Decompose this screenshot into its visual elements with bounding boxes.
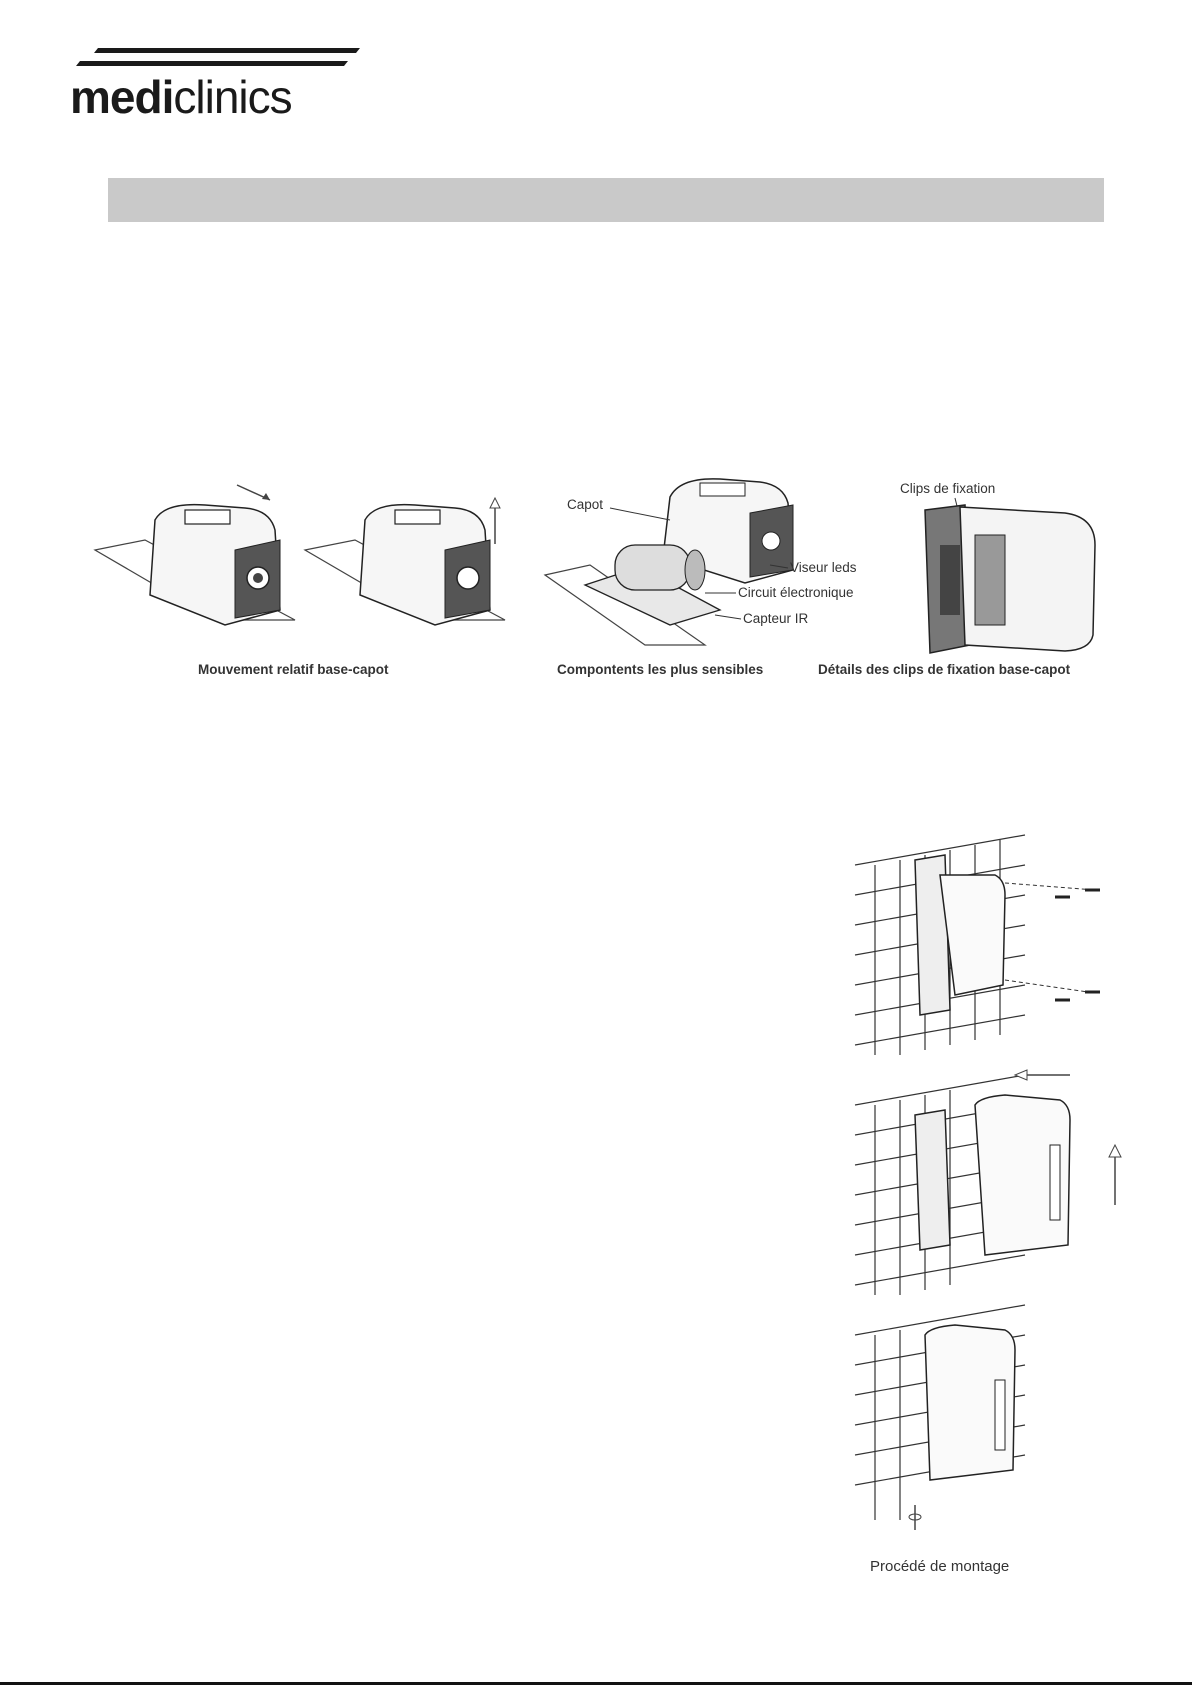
callout-leaders xyxy=(0,0,200,120)
dryer-illustration-1 xyxy=(95,500,295,620)
clips-detail-illustration xyxy=(915,505,1105,655)
label-circuit-electronique: Circuit électronique xyxy=(738,585,854,600)
caption-clips-detail: Détails des clips de fixation base-capot xyxy=(818,662,1071,677)
mount-step-1-illustration xyxy=(855,835,1105,1060)
label-capot: Capot xyxy=(567,497,604,512)
caption-mouvement: Mouvement relatif base-capot xyxy=(198,662,389,677)
label-viseur-leds: Viseur leds xyxy=(790,560,857,575)
caption-components: Compontents les plus sensibles xyxy=(557,662,764,677)
caption-procede-de-montage: Procédé de montage xyxy=(870,1558,1010,1575)
dryer-illustration-2 xyxy=(305,500,505,620)
section-header-bar xyxy=(108,178,1104,222)
mount-step-3-illustration xyxy=(855,1305,1055,1530)
brand-bold: medi xyxy=(70,71,174,123)
label-capteur-ir: Capteur IR xyxy=(743,611,809,626)
mount-step-2-illustration xyxy=(855,1075,1125,1300)
brand-light: clinics xyxy=(173,71,292,123)
label-clips-de-fixation: Clips de fixation xyxy=(900,481,996,496)
